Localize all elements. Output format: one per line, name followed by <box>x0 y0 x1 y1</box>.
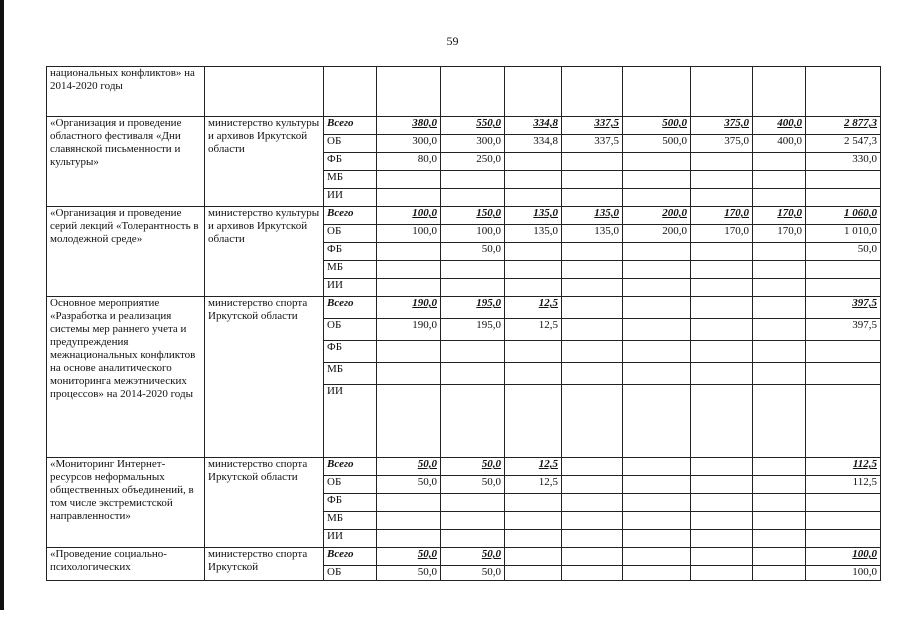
year-value-cell <box>441 363 505 385</box>
year-value-cell <box>505 494 562 512</box>
total-value-cell <box>806 385 881 458</box>
year-value-cell <box>377 261 441 279</box>
executor-cell: министерство спорта Иркутской <box>205 548 324 581</box>
year-value-cell <box>562 171 623 189</box>
year-value-cell: 135,0 <box>562 207 623 225</box>
year-value-cell: 80,0 <box>377 153 441 171</box>
table-row-total <box>47 458 881 476</box>
year-value-cell <box>441 189 505 207</box>
total-value-cell <box>806 341 881 363</box>
year-value-cell <box>562 363 623 385</box>
year-value-cell <box>753 341 806 363</box>
year-value-cell <box>562 566 623 581</box>
year-value-cell <box>691 341 753 363</box>
year-value-cell: 50,0 <box>377 476 441 494</box>
funding-source-cell: ОБ <box>324 225 377 243</box>
executor-cell <box>205 67 324 117</box>
table-row <box>47 67 881 117</box>
year-value-cell <box>753 153 806 171</box>
funding-source-cell: ОБ <box>324 319 377 341</box>
year-value-cell <box>753 243 806 261</box>
year-value-cell: 135,0 <box>562 225 623 243</box>
year-value-cell <box>505 153 562 171</box>
year-value-cell: 150,0 <box>441 207 505 225</box>
empty-cell <box>377 67 441 117</box>
year-value-cell <box>377 189 441 207</box>
year-value-cell <box>623 261 691 279</box>
year-value-cell <box>441 512 505 530</box>
year-value-cell: 337,5 <box>562 135 623 153</box>
year-value-cell <box>691 261 753 279</box>
year-value-cell <box>623 171 691 189</box>
year-value-cell <box>691 512 753 530</box>
total-value-cell <box>806 189 881 207</box>
total-value-cell <box>806 261 881 279</box>
year-value-cell: 135,0 <box>505 225 562 243</box>
year-value-cell <box>377 530 441 548</box>
year-value-cell: 50,0 <box>377 566 441 581</box>
funding-source-cell: ИИ <box>324 189 377 207</box>
year-value-cell <box>562 530 623 548</box>
year-value-cell <box>623 153 691 171</box>
year-value-cell <box>623 363 691 385</box>
year-value-cell <box>623 279 691 297</box>
executor-cell: министерство спорта Иркутской области <box>205 458 324 548</box>
funding-source-cell: ФБ <box>324 243 377 261</box>
year-value-cell: 200,0 <box>623 225 691 243</box>
year-value-cell <box>377 494 441 512</box>
funding-source-cell: Всего <box>324 117 377 135</box>
year-value-cell <box>505 548 562 566</box>
year-value-cell <box>691 153 753 171</box>
year-value-cell <box>441 279 505 297</box>
year-value-cell <box>753 319 806 341</box>
year-value-cell <box>441 341 505 363</box>
year-value-cell <box>753 458 806 476</box>
year-value-cell <box>623 385 691 458</box>
year-value-cell <box>623 512 691 530</box>
year-value-cell <box>691 494 753 512</box>
year-value-cell <box>623 297 691 319</box>
year-value-cell <box>377 243 441 261</box>
event-name-cell: «Мониторинг Интернет-ресурсов неформальных общественных объединений, в том числе экстремистской направленности» <box>47 458 205 548</box>
year-value-cell <box>753 566 806 581</box>
year-value-cell <box>562 153 623 171</box>
funding-source-cell: ФБ <box>324 341 377 363</box>
funding-source-cell: ОБ <box>324 566 377 581</box>
year-value-cell <box>505 566 562 581</box>
year-value-cell <box>623 319 691 341</box>
year-value-cell <box>691 476 753 494</box>
total-value-cell: 397,5 <box>806 297 881 319</box>
program-table <box>46 66 881 581</box>
total-value-cell <box>806 171 881 189</box>
funding-source-cell: МБ <box>324 363 377 385</box>
event-name-cell: «Организация и проведение серий лекций «Толерантность в молодежной среде» <box>47 207 205 297</box>
executor-cell: министерство культуры и архивов Иркутской области <box>205 117 324 207</box>
year-value-cell <box>505 512 562 530</box>
total-value-cell: 2 877,3 <box>806 117 881 135</box>
year-value-cell: 300,0 <box>441 135 505 153</box>
year-value-cell <box>753 476 806 494</box>
funding-source-cell: Всего <box>324 297 377 319</box>
funding-source-cell: МБ <box>324 171 377 189</box>
empty-cell <box>806 67 881 117</box>
funding-source-cell: Всего <box>324 458 377 476</box>
funding-source-cell: ФБ <box>324 494 377 512</box>
event-name-cell: Основное мероприятие «Разработка и реализация системы мер раннего учета и предупреждения межнациональных конфликтов на основе аналитического мониторинга межэтнических процессов» на 2014-2020 годы <box>47 297 205 458</box>
funding-source-cell: ИИ <box>324 385 377 458</box>
year-value-cell: 50,0 <box>377 548 441 566</box>
year-value-cell: 375,0 <box>691 117 753 135</box>
year-value-cell: 250,0 <box>441 153 505 171</box>
year-value-cell: 50,0 <box>441 548 505 566</box>
year-value-cell: 375,0 <box>691 135 753 153</box>
year-value-cell: 190,0 <box>377 297 441 319</box>
page-edge-bar <box>0 0 4 610</box>
year-value-cell: 170,0 <box>753 225 806 243</box>
year-value-cell: 12,5 <box>505 476 562 494</box>
year-value-cell <box>562 512 623 530</box>
empty-cell <box>505 67 562 117</box>
year-value-cell: 12,5 <box>505 458 562 476</box>
year-value-cell <box>753 279 806 297</box>
year-value-cell <box>753 189 806 207</box>
year-value-cell <box>753 512 806 530</box>
year-value-cell <box>505 243 562 261</box>
year-value-cell: 190,0 <box>377 319 441 341</box>
year-value-cell: 400,0 <box>753 135 806 153</box>
year-value-cell <box>505 171 562 189</box>
year-value-cell <box>562 279 623 297</box>
table-row-total <box>47 207 881 225</box>
year-value-cell <box>623 530 691 548</box>
year-value-cell <box>562 297 623 319</box>
total-value-cell <box>806 363 881 385</box>
table-row-total <box>47 297 881 319</box>
year-value-cell <box>505 530 562 548</box>
funding-source-cell: Всего <box>324 207 377 225</box>
year-value-cell <box>623 458 691 476</box>
year-value-cell <box>505 189 562 207</box>
year-value-cell <box>505 385 562 458</box>
year-value-cell <box>505 261 562 279</box>
year-value-cell: 170,0 <box>753 207 806 225</box>
year-value-cell <box>691 279 753 297</box>
year-value-cell <box>441 171 505 189</box>
total-value-cell: 112,5 <box>806 458 881 476</box>
year-value-cell <box>753 494 806 512</box>
year-value-cell <box>377 279 441 297</box>
year-value-cell <box>691 458 753 476</box>
total-value-cell <box>806 512 881 530</box>
year-value-cell: 380,0 <box>377 117 441 135</box>
year-value-cell <box>753 171 806 189</box>
year-value-cell: 12,5 <box>505 319 562 341</box>
total-value-cell: 1 060,0 <box>806 207 881 225</box>
year-value-cell: 300,0 <box>377 135 441 153</box>
year-value-cell: 500,0 <box>623 135 691 153</box>
year-value-cell <box>562 494 623 512</box>
year-value-cell <box>623 476 691 494</box>
event-name-cell: «Организация и проведение областного фестиваля «Дни славянской письменности и культуры» <box>47 117 205 207</box>
empty-cell <box>562 67 623 117</box>
year-value-cell <box>753 530 806 548</box>
year-value-cell <box>562 319 623 341</box>
year-value-cell <box>441 385 505 458</box>
year-value-cell <box>562 548 623 566</box>
year-value-cell <box>753 297 806 319</box>
year-value-cell: 170,0 <box>691 225 753 243</box>
executor-cell: министерство спорта Иркутской области <box>205 297 324 458</box>
year-value-cell: 135,0 <box>505 207 562 225</box>
year-value-cell: 100,0 <box>377 207 441 225</box>
year-value-cell <box>562 458 623 476</box>
empty-cell <box>441 67 505 117</box>
total-value-cell: 330,0 <box>806 153 881 171</box>
funding-source-cell: ИИ <box>324 530 377 548</box>
event-name-cell: «Проведение социально-психологических <box>47 548 205 581</box>
year-value-cell: 50,0 <box>441 476 505 494</box>
event-name-cell: национальных конфликтов» на 2014-2020 годы <box>47 67 205 117</box>
year-value-cell: 500,0 <box>623 117 691 135</box>
year-value-cell: 12,5 <box>505 297 562 319</box>
year-value-cell <box>691 566 753 581</box>
year-value-cell <box>691 319 753 341</box>
year-value-cell <box>691 548 753 566</box>
year-value-cell <box>691 530 753 548</box>
executor-cell: министерство культуры и архивов Иркутской области <box>205 207 324 297</box>
year-value-cell <box>753 261 806 279</box>
empty-cell <box>623 67 691 117</box>
year-value-cell <box>753 385 806 458</box>
year-value-cell <box>623 494 691 512</box>
total-value-cell: 50,0 <box>806 243 881 261</box>
year-value-cell <box>691 243 753 261</box>
year-value-cell <box>753 363 806 385</box>
year-value-cell: 195,0 <box>441 319 505 341</box>
total-value-cell <box>806 494 881 512</box>
year-value-cell <box>441 530 505 548</box>
funding-source-cell: МБ <box>324 512 377 530</box>
year-value-cell <box>623 566 691 581</box>
year-value-cell: 100,0 <box>441 225 505 243</box>
year-value-cell: 50,0 <box>441 458 505 476</box>
funding-source-cell: ОБ <box>324 135 377 153</box>
year-value-cell: 50,0 <box>377 458 441 476</box>
year-value-cell <box>623 189 691 207</box>
funding-source-cell: ФБ <box>324 153 377 171</box>
year-value-cell: 334,8 <box>505 135 562 153</box>
year-value-cell <box>562 476 623 494</box>
year-value-cell: 337,5 <box>562 117 623 135</box>
year-value-cell <box>691 385 753 458</box>
year-value-cell: 50,0 <box>441 566 505 581</box>
year-value-cell <box>377 385 441 458</box>
total-value-cell: 100,0 <box>806 548 881 566</box>
year-value-cell: 195,0 <box>441 297 505 319</box>
year-value-cell <box>505 363 562 385</box>
total-value-cell <box>806 530 881 548</box>
funding-source-cell: ИИ <box>324 279 377 297</box>
year-value-cell <box>562 385 623 458</box>
year-value-cell <box>441 261 505 279</box>
year-value-cell: 50,0 <box>441 243 505 261</box>
year-value-cell <box>441 494 505 512</box>
year-value-cell <box>623 548 691 566</box>
year-value-cell <box>377 341 441 363</box>
funding-source-cell: Всего <box>324 548 377 566</box>
empty-cell <box>691 67 753 117</box>
total-value-cell: 1 010,0 <box>806 225 881 243</box>
year-value-cell <box>623 243 691 261</box>
year-value-cell: 550,0 <box>441 117 505 135</box>
empty-cell <box>324 67 377 117</box>
year-value-cell <box>623 341 691 363</box>
year-value-cell: 334,8 <box>505 117 562 135</box>
year-value-cell <box>691 189 753 207</box>
year-value-cell: 200,0 <box>623 207 691 225</box>
year-value-cell: 170,0 <box>691 207 753 225</box>
year-value-cell <box>691 363 753 385</box>
funding-source-cell: МБ <box>324 261 377 279</box>
year-value-cell <box>377 171 441 189</box>
year-value-cell <box>691 297 753 319</box>
total-value-cell <box>806 279 881 297</box>
year-value-cell <box>505 341 562 363</box>
year-value-cell <box>753 548 806 566</box>
year-value-cell: 400,0 <box>753 117 806 135</box>
total-value-cell: 100,0 <box>806 566 881 581</box>
year-value-cell <box>562 243 623 261</box>
year-value-cell <box>691 171 753 189</box>
funding-source-cell: ОБ <box>324 476 377 494</box>
year-value-cell <box>562 189 623 207</box>
table-row-total <box>47 548 881 566</box>
empty-cell <box>753 67 806 117</box>
year-value-cell <box>562 341 623 363</box>
year-value-cell <box>377 363 441 385</box>
year-value-cell <box>505 279 562 297</box>
total-value-cell: 397,5 <box>806 319 881 341</box>
total-value-cell: 2 547,3 <box>806 135 881 153</box>
year-value-cell <box>562 261 623 279</box>
year-value-cell <box>377 512 441 530</box>
year-value-cell: 100,0 <box>377 225 441 243</box>
table-row-total <box>47 117 881 135</box>
total-value-cell: 112,5 <box>806 476 881 494</box>
page-number: 59 <box>446 34 459 48</box>
